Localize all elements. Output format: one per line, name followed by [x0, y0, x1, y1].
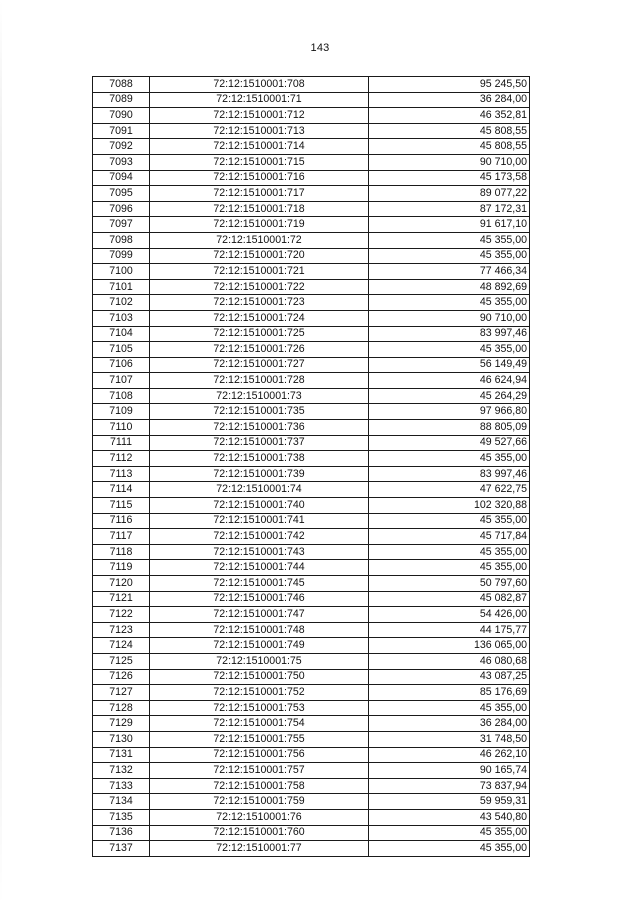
cadastral-table [92, 76, 530, 857]
value-cell: 45 355,00 [369, 825, 530, 841]
table-row [93, 607, 530, 623]
value-cell: 45 355,00 [369, 342, 530, 358]
row-number-cell: 7089 [93, 92, 150, 108]
table-row [93, 451, 530, 467]
table-row [93, 404, 530, 420]
table-row [93, 295, 530, 311]
cadastral-number-cell: 72:12:1510001:726 [150, 342, 369, 358]
cadastral-number-cell: 72:12:1510001:760 [150, 825, 369, 841]
value-cell: 45 808,55 [369, 139, 530, 155]
row-number-cell: 7092 [93, 139, 150, 155]
value-cell: 45 355,00 [369, 544, 530, 560]
value-cell: 45 355,00 [369, 560, 530, 576]
row-number-cell: 7116 [93, 513, 150, 529]
row-number-cell: 7113 [93, 466, 150, 482]
table-row [93, 825, 530, 841]
cadastral-number-cell: 72:12:1510001:76 [150, 809, 369, 825]
value-cell: 102 320,88 [369, 498, 530, 514]
table-row [93, 498, 530, 514]
cadastral-number-cell: 72:12:1510001:748 [150, 622, 369, 638]
cadastral-number-cell: 72:12:1510001:72 [150, 232, 369, 248]
value-cell: 59 959,31 [369, 794, 530, 810]
table-row [93, 544, 530, 560]
row-number-cell: 7124 [93, 638, 150, 654]
table-row [93, 186, 530, 202]
cadastral-number-cell: 72:12:1510001:716 [150, 170, 369, 186]
table-row [93, 653, 530, 669]
cadastral-number-cell: 72:12:1510001:757 [150, 763, 369, 779]
cadastral-number-cell: 72:12:1510001:745 [150, 576, 369, 592]
cadastral-number-cell: 72:12:1510001:735 [150, 404, 369, 420]
cadastral-number-cell: 72:12:1510001:727 [150, 357, 369, 373]
table-row [93, 217, 530, 233]
value-cell: 87 172,31 [369, 201, 530, 217]
table-row [93, 326, 530, 342]
value-cell: 47 622,75 [369, 482, 530, 498]
cadastral-number-cell: 72:12:1510001:739 [150, 466, 369, 482]
value-cell: 95 245,50 [369, 77, 530, 93]
row-number-cell: 7099 [93, 248, 150, 264]
value-cell: 46 352,81 [369, 108, 530, 124]
cadastral-number-cell: 72:12:1510001:712 [150, 108, 369, 124]
row-number-cell: 7102 [93, 295, 150, 311]
cadastral-number-cell: 72:12:1510001:71 [150, 92, 369, 108]
table-row [93, 170, 530, 186]
value-cell: 46 624,94 [369, 373, 530, 389]
value-cell: 97 966,80 [369, 404, 530, 420]
row-number-cell: 7107 [93, 373, 150, 389]
row-number-cell: 7122 [93, 607, 150, 623]
value-cell: 45 355,00 [369, 295, 530, 311]
cadastral-number-cell: 72:12:1510001:756 [150, 747, 369, 763]
row-number-cell: 7134 [93, 794, 150, 810]
row-number-cell: 7111 [93, 435, 150, 451]
table-row [93, 763, 530, 779]
cadastral-number-cell: 72:12:1510001:752 [150, 685, 369, 701]
row-number-cell: 7097 [93, 217, 150, 233]
cadastral-number-cell: 72:12:1510001:755 [150, 731, 369, 747]
row-number-cell: 7137 [93, 841, 150, 857]
cadastral-number-cell: 72:12:1510001:754 [150, 716, 369, 732]
table-row [93, 482, 530, 498]
value-cell: 90 710,00 [369, 310, 530, 326]
table-row [93, 373, 530, 389]
cadastral-number-cell: 72:12:1510001:724 [150, 310, 369, 326]
table-row [93, 700, 530, 716]
cadastral-number-cell: 72:12:1510001:725 [150, 326, 369, 342]
cadastral-number-cell: 72:12:1510001:750 [150, 669, 369, 685]
cadastral-number-cell: 72:12:1510001:743 [150, 544, 369, 560]
cadastral-table-body [93, 77, 530, 857]
row-number-cell: 7121 [93, 591, 150, 607]
row-number-cell: 7108 [93, 388, 150, 404]
table-row [93, 279, 530, 295]
row-number-cell: 7135 [93, 809, 150, 825]
row-number-cell: 7110 [93, 420, 150, 436]
cadastral-number-cell: 72:12:1510001:737 [150, 435, 369, 451]
value-cell: 45 808,55 [369, 123, 530, 139]
row-number-cell: 7131 [93, 747, 150, 763]
value-cell: 83 997,46 [369, 326, 530, 342]
value-cell: 44 175,77 [369, 622, 530, 638]
row-number-cell: 7128 [93, 700, 150, 716]
table-row [93, 201, 530, 217]
value-cell: 45 355,00 [369, 232, 530, 248]
cadastral-number-cell: 72:12:1510001:720 [150, 248, 369, 264]
table-row [93, 357, 530, 373]
table-row [93, 92, 530, 108]
table-row [93, 809, 530, 825]
table-row [93, 342, 530, 358]
table-row [93, 139, 530, 155]
value-cell: 54 426,00 [369, 607, 530, 623]
row-number-cell: 7125 [93, 653, 150, 669]
table-row [93, 638, 530, 654]
row-number-cell: 7090 [93, 108, 150, 124]
value-cell: 45 355,00 [369, 451, 530, 467]
cadastral-number-cell: 72:12:1510001:722 [150, 279, 369, 295]
table-row [93, 420, 530, 436]
table-row [93, 685, 530, 701]
value-cell: 45 355,00 [369, 513, 530, 529]
row-number-cell: 7126 [93, 669, 150, 685]
cadastral-number-cell: 72:12:1510001:742 [150, 529, 369, 545]
value-cell: 85 176,69 [369, 685, 530, 701]
cadastral-number-cell: 72:12:1510001:758 [150, 778, 369, 794]
cadastral-number-cell: 72:12:1510001:744 [150, 560, 369, 576]
table-row [93, 232, 530, 248]
scan-edge-shadow [0, 0, 2, 905]
table-row [93, 716, 530, 732]
value-cell: 45 355,00 [369, 700, 530, 716]
row-number-cell: 7115 [93, 498, 150, 514]
row-number-cell: 7098 [93, 232, 150, 248]
row-number-cell: 7093 [93, 154, 150, 170]
value-cell: 45 717,84 [369, 529, 530, 545]
row-number-cell: 7120 [93, 576, 150, 592]
value-cell: 73 837,94 [369, 778, 530, 794]
value-cell: 43 540,80 [369, 809, 530, 825]
value-cell: 90 710,00 [369, 154, 530, 170]
table-row [93, 513, 530, 529]
table-row [93, 576, 530, 592]
value-cell: 45 082,87 [369, 591, 530, 607]
cadastral-number-cell: 72:12:1510001:746 [150, 591, 369, 607]
cadastral-number-cell: 72:12:1510001:728 [150, 373, 369, 389]
value-cell: 48 892,69 [369, 279, 530, 295]
value-cell: 49 527,66 [369, 435, 530, 451]
row-number-cell: 7127 [93, 685, 150, 701]
row-number-cell: 7118 [93, 544, 150, 560]
row-number-cell: 7132 [93, 763, 150, 779]
row-number-cell: 7133 [93, 778, 150, 794]
cadastral-number-cell: 72:12:1510001:719 [150, 217, 369, 233]
row-number-cell: 7105 [93, 342, 150, 358]
cadastral-number-cell: 72:12:1510001:736 [150, 420, 369, 436]
value-cell: 46 080,68 [369, 653, 530, 669]
cadastral-number-cell: 72:12:1510001:715 [150, 154, 369, 170]
table-row [93, 108, 530, 124]
row-number-cell: 7088 [93, 77, 150, 93]
row-number-cell: 7106 [93, 357, 150, 373]
row-number-cell: 7123 [93, 622, 150, 638]
row-number-cell: 7114 [93, 482, 150, 498]
value-cell: 36 284,00 [369, 716, 530, 732]
row-number-cell: 7101 [93, 279, 150, 295]
table-row [93, 435, 530, 451]
cadastral-number-cell: 72:12:1510001:753 [150, 700, 369, 716]
value-cell: 83 997,46 [369, 466, 530, 482]
row-number-cell: 7130 [93, 731, 150, 747]
cadastral-number-cell: 72:12:1510001:721 [150, 264, 369, 280]
value-cell: 45 355,00 [369, 841, 530, 857]
table-row [93, 794, 530, 810]
table-row [93, 154, 530, 170]
value-cell: 56 149,49 [369, 357, 530, 373]
row-number-cell: 7096 [93, 201, 150, 217]
value-cell: 77 466,34 [369, 264, 530, 280]
cadastral-number-cell: 72:12:1510001:738 [150, 451, 369, 467]
cadastral-number-cell: 72:12:1510001:718 [150, 201, 369, 217]
cadastral-number-cell: 72:12:1510001:77 [150, 841, 369, 857]
table-row [93, 248, 530, 264]
cadastral-number-cell: 72:12:1510001:74 [150, 482, 369, 498]
row-number-cell: 7103 [93, 310, 150, 326]
row-number-cell: 7100 [93, 264, 150, 280]
table-row [93, 622, 530, 638]
cadastral-number-cell: 72:12:1510001:741 [150, 513, 369, 529]
table-row [93, 264, 530, 280]
value-cell: 43 087,25 [369, 669, 530, 685]
value-cell: 91 617,10 [369, 217, 530, 233]
cadastral-number-cell: 72:12:1510001:717 [150, 186, 369, 202]
value-cell: 36 284,00 [369, 92, 530, 108]
value-cell: 46 262,10 [369, 747, 530, 763]
cadastral-number-cell: 72:12:1510001:723 [150, 295, 369, 311]
value-cell: 136 065,00 [369, 638, 530, 654]
table-row [93, 388, 530, 404]
value-cell: 45 264,29 [369, 388, 530, 404]
row-number-cell: 7094 [93, 170, 150, 186]
cadastral-number-cell: 72:12:1510001:713 [150, 123, 369, 139]
cadastral-number-cell: 72:12:1510001:714 [150, 139, 369, 155]
cadastral-number-cell: 72:12:1510001:73 [150, 388, 369, 404]
value-cell: 89 077,22 [369, 186, 530, 202]
row-number-cell: 7095 [93, 186, 150, 202]
cadastral-number-cell: 72:12:1510001:759 [150, 794, 369, 810]
row-number-cell: 7117 [93, 529, 150, 545]
cadastral-number-cell: 72:12:1510001:75 [150, 653, 369, 669]
table-row [93, 778, 530, 794]
cadastral-number-cell: 72:12:1510001:749 [150, 638, 369, 654]
table-row [93, 841, 530, 857]
value-cell: 90 165,74 [369, 763, 530, 779]
value-cell: 45 173,58 [369, 170, 530, 186]
row-number-cell: 7104 [93, 326, 150, 342]
cadastral-number-cell: 72:12:1510001:708 [150, 77, 369, 93]
row-number-cell: 7091 [93, 123, 150, 139]
cadastral-number-cell: 72:12:1510001:740 [150, 498, 369, 514]
value-cell: 50 797,60 [369, 576, 530, 592]
cadastral-number-cell: 72:12:1510001:747 [150, 607, 369, 623]
table-row [93, 731, 530, 747]
row-number-cell: 7112 [93, 451, 150, 467]
row-number-cell: 7129 [93, 716, 150, 732]
table-row [93, 466, 530, 482]
table-row [93, 669, 530, 685]
value-cell: 31 748,50 [369, 731, 530, 747]
table-row [93, 77, 530, 93]
table-row [93, 529, 530, 545]
row-number-cell: 7109 [93, 404, 150, 420]
value-cell: 88 805,09 [369, 420, 530, 436]
table-row [93, 123, 530, 139]
row-number-cell: 7119 [93, 560, 150, 576]
value-cell: 45 355,00 [369, 248, 530, 264]
table-row [93, 747, 530, 763]
page-number: 143 [310, 42, 330, 54]
table-row [93, 591, 530, 607]
row-number-cell: 7136 [93, 825, 150, 841]
table-row [93, 310, 530, 326]
table-row [93, 560, 530, 576]
